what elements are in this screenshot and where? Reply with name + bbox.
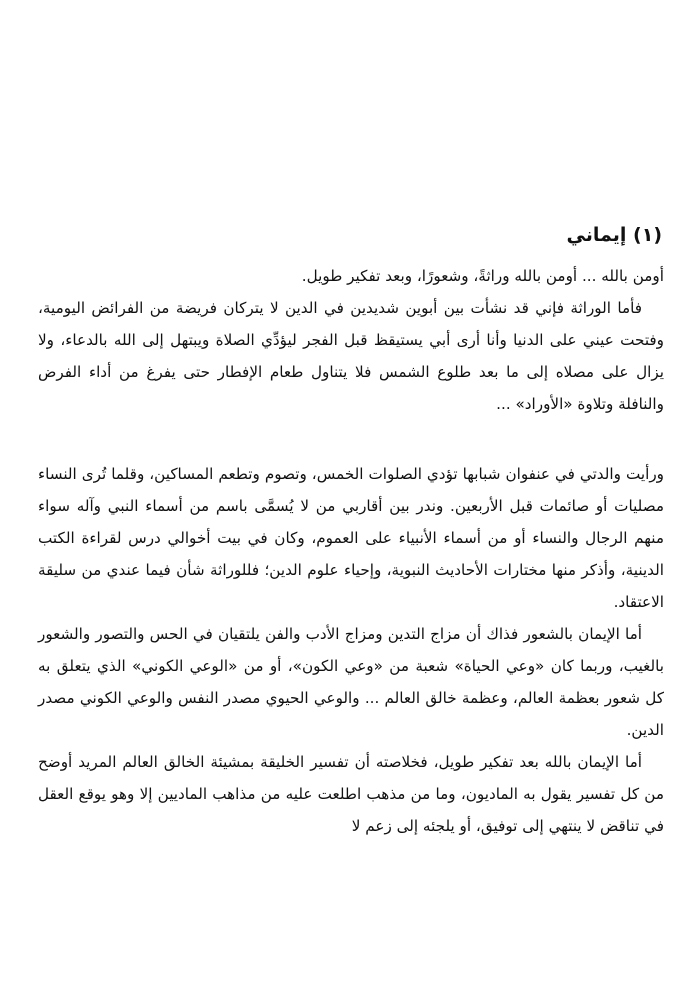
document-page [38, 222, 664, 842]
paragraph-intro: أومن بالله ... أومن بالله وراثةً، وشعورًا، وبعد تفكير طويل. [301, 267, 664, 285]
paragraph-spacer [38, 420, 664, 458]
paragraph-mother: ورأيت والدتي في عنفوان شبابها تؤدي الصلوات الخمس، وتصوم وتطعم المساكين، وقلما تُرى النساء مصليات أو صائمات قبل الأربعين. وندر بين أقاربي من لا يُسمَّى باسم من أسماء النبي وآله سواء منهم الرجال والنساء أو من أسماء الأنبياء على العموم، وكان في بيت أخوالي درس لقراءة الكتب الدينية، وأذكر منها مختارات الأحاديث النبوية، وإحياء علوم الدين؛ فللوراثة شأن فيما عندي من سليقة الاعتقاد. [38, 465, 664, 611]
paragraph-feeling: أما الإيمان بالشعور فذاك أن مزاج التدين ومزاج الأدب والفن يلتقيان في الحس والتصور والشعور بالغيب، وربما كان «وعي الحياة» شعبة من «وعي الكون»، أو من «الوعي الكوني» الذي يتعلق به كل شعور بعظمة العالم، وعظمة خالق العالم ... والوعي الحيوي مصدر النفس والوعي الكوني مصدر الدين. [38, 625, 664, 739]
paragraph-heredity: فأما الوراثة فإني قد نشأت بين أبوين شديدين في الدين لا يتركان فريضة من الفرائض اليومية، وفتحت عيني على الدنيا وأنا أرى أبي يستيقظ قبل الفجر ليؤدِّي الصلاة ويبتهل إلى الله بالدعاء، ولا يزال على مصلاه إلى ما بعد طلوع الشمس فلا يتناول طعام الإفطار حتى يفرغ من أداء الفرض والنافلة وتلاوة «الأوراد» ... [38, 299, 664, 413]
chapter-title: (١) إيماني [566, 224, 662, 246]
paragraph-reasoning: أما الإيمان بالله بعد تفكير طويل، فخلاصته أن تفسير الخليقة بمشيئة الخالق العالم المريد أوضح من كل تفسير يقول به الماديون، وما من مذهب اطلعت عليه من مذاهب الماديين إلا وهو يوقع العقل في تناقض لا ينتهي إلى توفيق، أو يلجئه إلى زعم لا [38, 753, 664, 835]
